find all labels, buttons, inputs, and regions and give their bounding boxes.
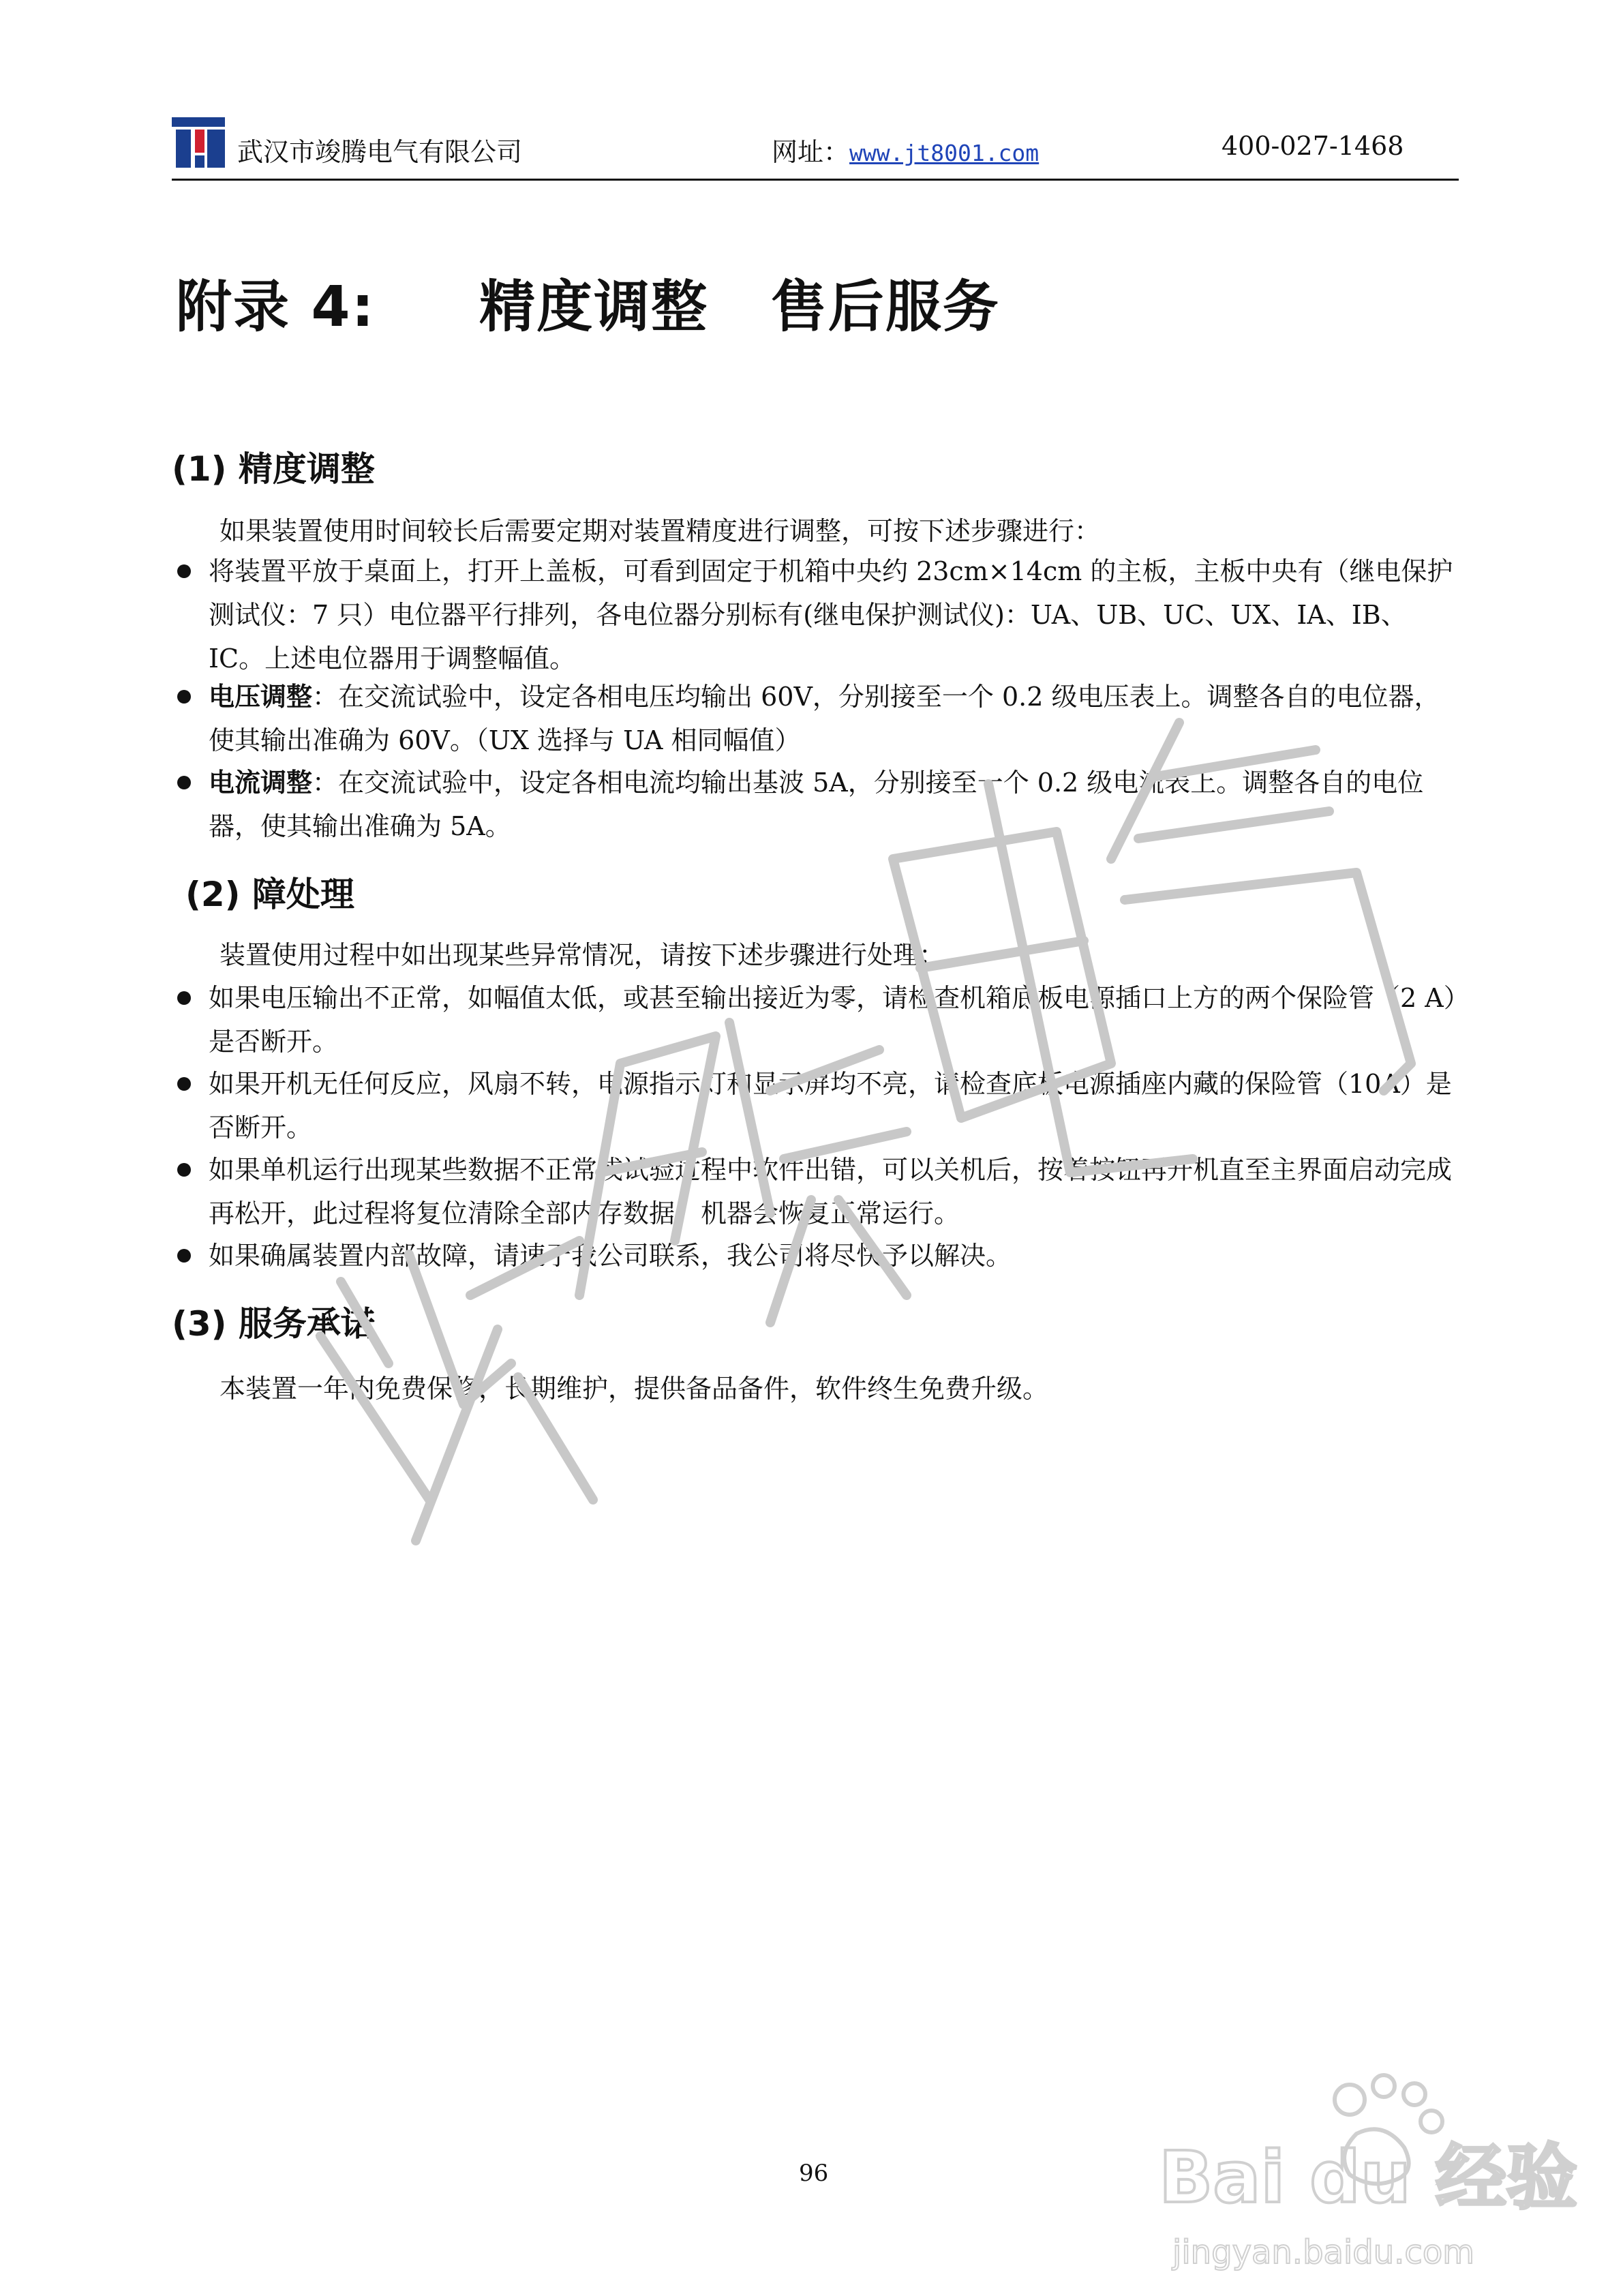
list-item-text: 如果电压输出不正常，如幅值太低，或甚至输出接近为零，请检查机箱底板电源插口上方的两个保险管（2 A）是否断开。 — [209, 983, 1457, 1057]
company-logo-icon — [172, 117, 225, 168]
bullet-icon — [177, 690, 191, 704]
bullet-icon — [177, 776, 191, 789]
svg-text:Bai du 经验: Bai du 经验 — [1159, 2136, 1577, 2219]
list-item — [172, 1062, 1460, 1149]
list-item-text: 如果开机无任何反应，风扇不转，电源指示灯和显示屏均不亮，请检查底板电源插座内藏的保险管（10A）是否断开。 — [209, 1069, 1452, 1143]
list-item — [172, 976, 1460, 1063]
section-heading-service: (3) 服务承诺 — [172, 1304, 375, 1344]
current-adjust-text: ：在交流试验中，设定各相电流均输出基波 5A，分别接至一个 0.2 级电流表上。调整各自的电位器，使其输出准确为 5A。 — [209, 768, 1424, 841]
service-text: 本装置一年内免费保修，长期维护，提供备品备件，软件终生免费升级。 — [219, 1374, 1049, 1404]
list-item — [172, 1234, 1460, 1278]
list-item — [172, 549, 1460, 680]
bullet-icon — [177, 1077, 191, 1091]
list-item-text — [209, 675, 1460, 762]
bullet-icon — [177, 991, 191, 1005]
website-link[interactable]: www.jt8001.com — [849, 140, 1040, 166]
svg-text:jingyan.baidu.com: jingyan.baidu.com — [1172, 2233, 1474, 2271]
section-heading-troubleshooting: (2) 障处理 — [185, 875, 354, 914]
company-name: 武汉市竣腾电气有限公司 — [237, 137, 523, 167]
website-prefix: 网址： — [772, 137, 850, 167]
section2-intro: 装置使用过程中如出现某些异常情况，请按下述步骤进行处理： — [219, 940, 945, 970]
list-item-text — [209, 761, 1460, 848]
list-item — [172, 761, 1460, 848]
baidu-jingyan-watermark — [1145, 2059, 1577, 2277]
list-item-text: 如果确属装置内部故障，请速于我公司联系，我公司将尽快予以解决。 — [209, 1241, 1012, 1271]
website-label — [772, 131, 1039, 168]
bullet-icon — [177, 1163, 191, 1177]
bullet-icon — [177, 1249, 191, 1263]
list-item-text: 如果单机运行出现某些数据不正常或试验过程中软件出错，可以关机后，按着按钮再开机直至主界面启动完成再松开，此过程将复位清除全部内存数据，机器会恢复正常运行。 — [209, 1155, 1453, 1228]
bullet-icon — [177, 564, 191, 578]
voltage-adjust-text: ：在交流试验中，设定各相电压均输出 60V，分别接至一个 0.2 级电压表上。调整各自的电位器，使其输出准确为 60V。（UX 选择与 UA 相同幅值） — [209, 682, 1440, 755]
phone-number: 400-027-1468 — [1222, 131, 1404, 161]
section1-intro: 如果装置使用时间较长后需要定期对装置精度进行调整，可按下述步骤进行： — [219, 516, 1101, 546]
list-item — [172, 675, 1460, 762]
page-header — [172, 116, 1459, 181]
section-heading-precision: (1) 精度调整 — [172, 449, 375, 489]
page-number: 96 — [799, 2160, 829, 2187]
list-item — [172, 1148, 1460, 1235]
list-item-text: 将装置平放于桌面上，打开上盖板，可看到固定于机箱中央约 23cm×14cm 的主板，主板中央有（继电保护测试仪：7 只）电位器平行排列，各电位器分别标有(继电保护测试仪)：UA、UB、UC、UX、IA、IB、IC。上述电位器用于调整幅值。 — [209, 556, 1453, 674]
current-adjust-lead: 电流调整 — [209, 768, 313, 798]
voltage-adjust-lead: 电压调整 — [209, 682, 313, 712]
page-title: 附录 4: 精度调整 售后服务 — [176, 275, 1000, 339]
